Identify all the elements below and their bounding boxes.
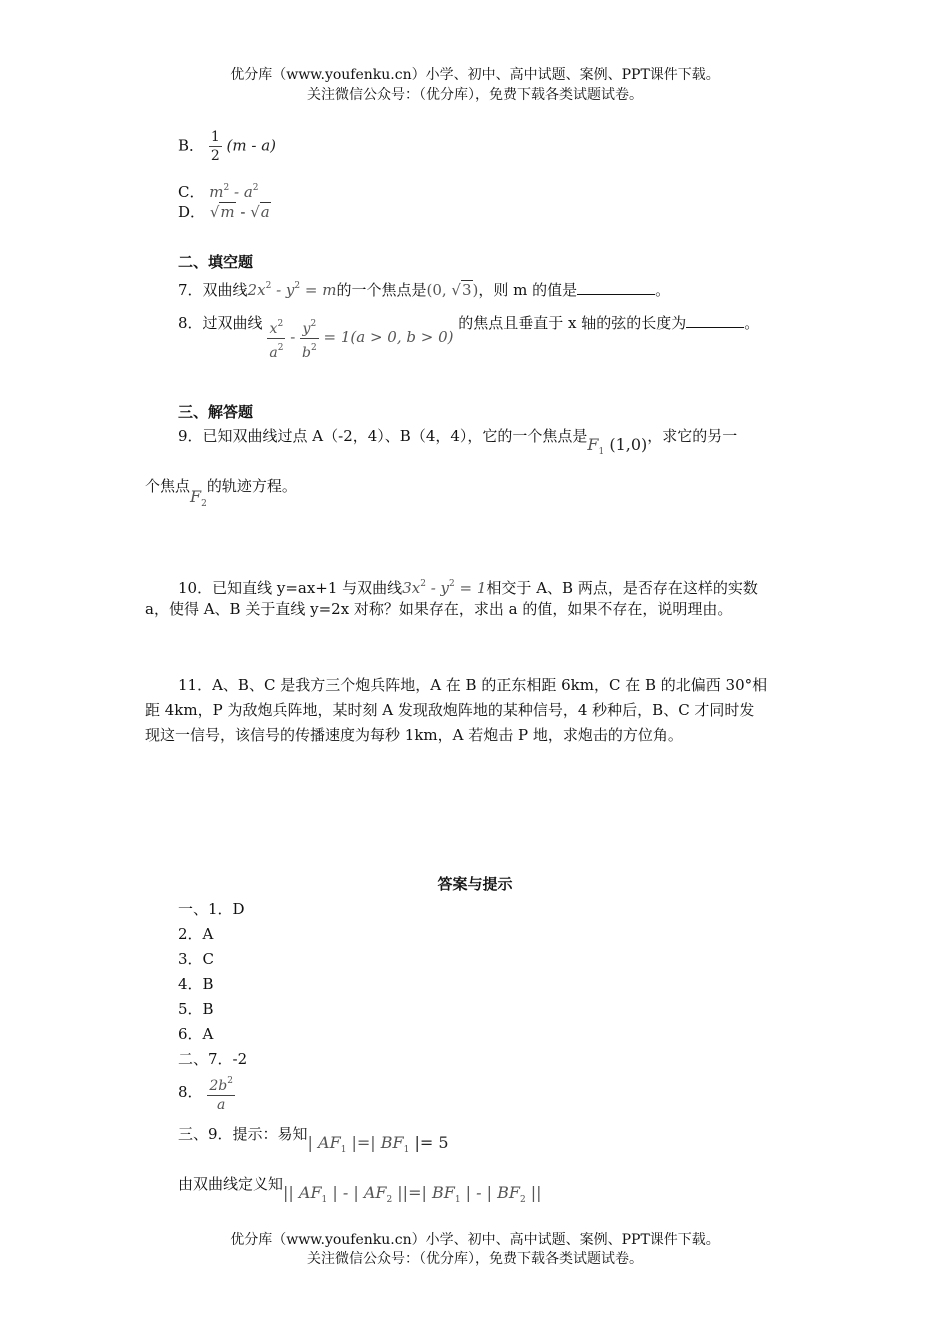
answer-6: 6．A (178, 1025, 214, 1043)
answer-3: 3．C (178, 950, 215, 968)
footer-line-2: 关注微信公众号：（优分库），免费下载各类试题试卷。 (307, 1251, 643, 1267)
question-11-line-3: 现这一信号，该信号的传播速度为每秒 1km，A 若炮击 P 地，求炮击的方位角。 (145, 726, 683, 744)
q8-fraction-y: $\frac{y^2}{b^2}$ (300, 315, 319, 362)
question-10-line-2: a，使得 A、B 关于直线 y=2x 对称？如果存在，求出 a 的值，如果不存在，说明理由。 (145, 600, 733, 618)
option-d-expression: √m - √a (209, 203, 270, 221)
header-line-1: 优分库（www.youfenku.cn）小学、初中、高中试题、案例、PPT课件下载。 (230, 67, 720, 83)
q7-answer-blank[interactable] (577, 294, 655, 295)
option-b-fraction (209, 128, 222, 165)
answer-9-definition: 由双曲线定义知|| $AF_1$ | - | $AF_2$ ||=| $BF_1$ | - | $BF_2$ || (178, 1175, 542, 1205)
answer-9-equation: | $AF_1$ |=| $BF_1$ |= 5 (307, 1133, 449, 1155)
q8-answer-blank[interactable] (686, 327, 744, 328)
q10-equation: $3x^2 - y^2 = 1$ (402, 579, 487, 597)
section-3-title: 三、解答题 (178, 403, 254, 421)
header-line-2: 关注微信公众号：（优分库），免费下载各类试题试卷。 (307, 87, 643, 103)
question-9-line-2: 个焦点$F_2$的轨迹方程。 (145, 477, 297, 509)
q9-focus-f1: $F_1$ (1,0) (587, 435, 648, 457)
q8-condition: = 1(a > 0, b > 0) (318, 328, 454, 346)
question-11-line-2: 距 4km，P 为敌炮兵阵地，某时刻 A 发现敌炮阵地的某种信号，4 秒种后，B、C 才同时发 (145, 701, 755, 719)
option-b-expression: (m - a) (226, 136, 276, 155)
answer-7: 二、7．-2 (178, 1050, 248, 1068)
question-8: 8．过双曲线 $\frac{x^2}{a^2}$ - $\frac{y^2}{b^2}$ = 1(a > 0, b > 0) 的焦点且垂直于 x 轴的弦的长度为 。 (178, 314, 760, 361)
answer-8: 8． $\frac{2b^2}{a}$ (178, 1072, 235, 1114)
question-10-line-1: 10．已知直线 y=ax+1 与双曲线$3x^2 - y^2 = 1$相交于 A、B 两点，是否存在这样的实数 (178, 579, 758, 597)
option-c (178, 178, 259, 202)
option-b-denominator: 2 (210, 148, 220, 164)
answer-9-hint: 三、9．提示：易知| $AF_1$ |=| $BF_1$ |= 5 (178, 1125, 449, 1155)
q7-focus-point: (0, √3) (426, 281, 479, 299)
question-11-line-1: 11．A、B、C 是我方三个炮兵阵地，A 在 B 的正东相距 6km，C 在 B 的北偏西 30°相 (178, 676, 768, 694)
answer-4: 4．B (178, 975, 214, 993)
option-d (178, 202, 271, 222)
q7-equation: $2x^2 - y^2 = m$ (247, 281, 337, 299)
question-7: 7．双曲线$2x^2 - y^2 = m$的一个焦点是(0, √3)，则 m 的值是 。 (178, 281, 671, 299)
answers-title: 答案与提示 (437, 875, 513, 893)
option-d-label: D． (178, 203, 206, 221)
footer-line-1: 优分库（www.youfenku.cn）小学、初中、高中试题、案例、PPT课件下载。 (230, 1232, 720, 1248)
answer-8-fraction: $\frac{2b^2}{a}$ (207, 1072, 235, 1114)
q9-focus-f2: $F_2$ (190, 487, 207, 509)
question-9-line-1: 9．已知双曲线过点 A（-2，4）、B（4，4），它的一个焦点是$F_1$ (1,0)，求它的另一 (178, 427, 738, 457)
option-b-label: B． (178, 136, 205, 155)
option-b (178, 128, 276, 165)
option-b-numerator: 1 (210, 129, 220, 145)
q8-fraction-x: $\frac{x^2}{a^2}$ (267, 315, 285, 362)
answer-1: 一、1．D (178, 900, 245, 918)
section-2-title: 二、填空题 (178, 253, 254, 271)
option-c-expression: $m^2 - a^2$ (209, 183, 259, 201)
answer-2: 2．A (178, 925, 214, 943)
option-c-label: C． (178, 183, 205, 201)
answer-9-definition-equation: || $AF_1$ | - | $AF_2$ ||=| $BF_1$ | - | $BF_2$ || (283, 1183, 542, 1205)
answer-5: 5．B (178, 1000, 214, 1018)
